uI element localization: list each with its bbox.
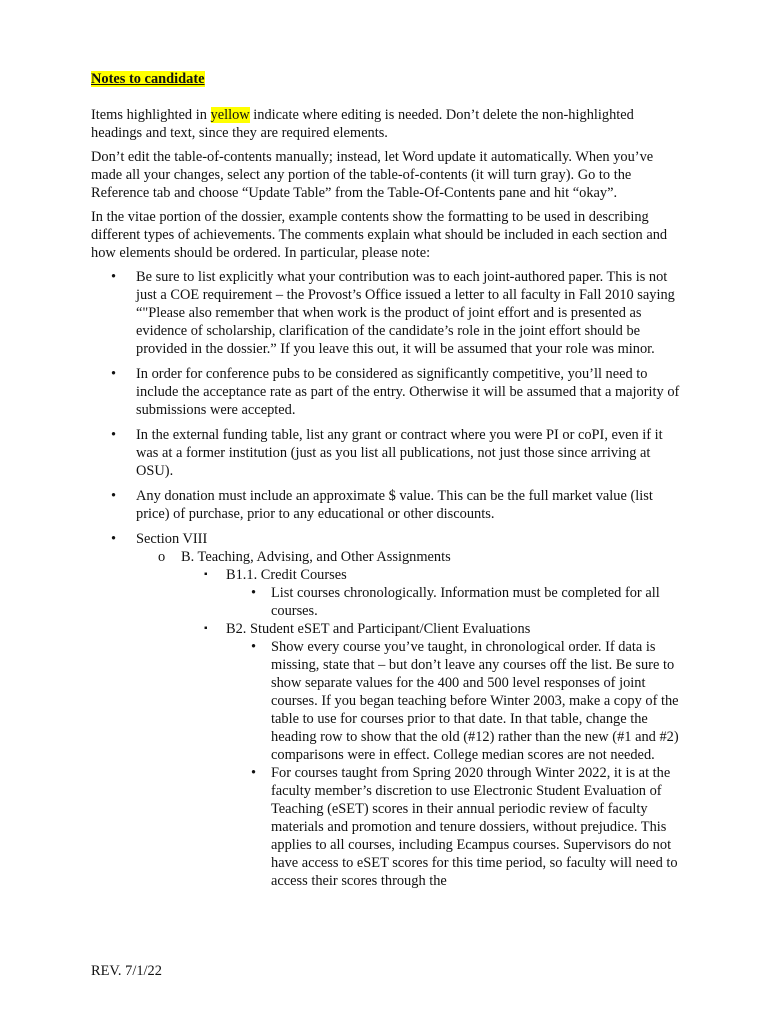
item-points	[226, 638, 681, 890]
item-student-eset	[181, 620, 681, 890]
item-credit-courses	[181, 566, 681, 620]
point-text: • For courses taught from Spring 2020 through Winter 2022, it is at the faculty member’s discretion to use Electronic Student Evaluation of Teaching (eSET) scores in their annual periodic review of faculty materials and promotion and tenure dossiers, without prejudice. This applies to all courses, including Ecampus courses. Supervisors do not have access to eSET scores for this time period, so faculty will need to access their scores through the	[226, 764, 681, 890]
section-sublist	[136, 548, 681, 890]
point-text: • List courses chronologically. Information must be completed for all courses.	[226, 584, 681, 620]
notes-heading	[91, 70, 681, 88]
subsection-teaching	[136, 548, 681, 890]
point-text: • Show every course you’ve taught, in chronological order. If data is missing, state that – but don’t leave any courses off the list. Be sure to show separate values for the 400 and 500 level responses of joint courses. If you began teaching before Winter 2003, make a copy of the table to use for courses prior to that date. In that table, change the heading row to show that the old (#12) rather than the new (#1 and #2) comparisons were in effect. College median scores are not needed.	[226, 638, 681, 764]
bullet-joint-authored: • Be sure to list explicitly what your contribution was to each joint-authored paper. This is not just a COE requirement – the Provost’s Office issued a letter to all faculty in Fall 2010 saying “"Please also remember that when work is the product of joint effort and is presented as evidence of scholarship, clarification of the candidate’s role in the joint effort should be provided in the dossier.” If you leave this out, it will be assumed that your role was minor.	[91, 268, 681, 358]
document-page	[91, 70, 681, 897]
revision-footer: REV. 7/1/22	[91, 963, 162, 979]
notes-bullet-list	[91, 268, 681, 890]
toc-paragraph: Don’t edit the table-of-contents manually; instead, let Word update it automatically. When you’ve made all your changes, select any portion of the table-of-contents (it will turn gray). Go to the Reference tab and choose “Update Table” from the Table-Of-Contents pane and hit “okay”.	[91, 149, 654, 201]
item-points	[226, 584, 681, 620]
bullet-conference-pubs: • In order for conference pubs to be considered as significantly competitive, you’ll need to include the acceptance rate as part of the entry. Otherwise it will be assumed that a majority of submissions were accepted.	[91, 365, 681, 419]
bullet-section-viii	[91, 530, 681, 890]
bullet-external-funding: • In the external funding table, list any grant or contract where you were PI or coPI, even if it was at a former institution (just as you list all publications, not just those since arriving at OSU).	[91, 426, 681, 480]
item-label: ▪ B1.1. Credit Courses	[226, 567, 347, 583]
item-label: ▪ B2. Student eSET and Participant/Client Evaluations	[226, 621, 531, 637]
section-label: • Section VIII	[136, 531, 208, 547]
notes-heading-text: Notes to candidate	[91, 71, 205, 87]
subsection-label: o B. Teaching, Advising, and Other Assignments	[181, 549, 451, 565]
subsection-items	[181, 566, 681, 890]
bullet-donation: • Any donation must include an approximate $ value. This can be the full market value (list price) of purchase, prior to any educational or other discounts.	[91, 487, 681, 523]
yellow-highlight: yellow	[210, 107, 250, 123]
intro-paragraph: Items highlighted in yellow indicate where editing is needed. Don’t delete the non-highlighted headings and text, since they are required elements.	[91, 107, 634, 141]
vitae-paragraph: In the vitae portion of the dossier, example contents show the formatting to be used in describing different types of achievements. The comments explain what should be included in each section and how elements should be ordered. In particular, please note:	[91, 209, 668, 261]
